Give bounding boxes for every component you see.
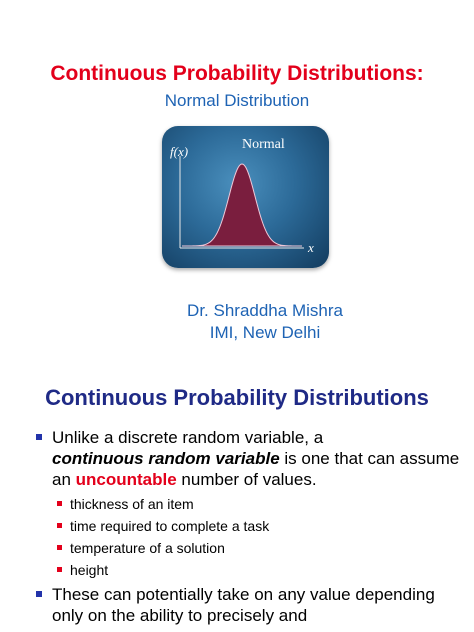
- slide-subtitle: Normal Distribution: [164, 91, 310, 110]
- bullet-2-text: These can potentially take on any value depending only on the ability to precisely and: [52, 585, 435, 625]
- bullet-marker: [36, 591, 42, 597]
- bullet-1-highlight: uncountable: [75, 470, 177, 489]
- sub-bullet-marker: [57, 501, 62, 506]
- normal-distribution-figure: [162, 126, 329, 268]
- bell-curve: [182, 164, 302, 246]
- normal-curve-graphic: [162, 126, 329, 268]
- y-axis-label: f(x): [170, 144, 189, 159]
- x-axis-label: x: [308, 240, 314, 255]
- author-institution: IMI, New Delhi: [209, 323, 321, 342]
- sub-bullet-item: height: [70, 562, 109, 578]
- slide-continuous-distributions: [0, 355, 474, 632]
- sub-bullet-item: thickness of an item: [70, 496, 194, 512]
- slide-title-heading: Continuous Probability Distributions:: [50, 62, 424, 85]
- bullet-1-part3: number of values.: [176, 470, 317, 489]
- sub-bullet-item: temperature of a solution: [70, 540, 225, 556]
- sub-bullet-marker: [57, 545, 62, 550]
- sub-bullet-marker: [57, 567, 62, 572]
- bullet-1-emphasis: continuous random variable: [52, 449, 280, 468]
- sub-bullet-item: time required to complete a task: [70, 518, 270, 534]
- sub-bullet-marker: [57, 523, 62, 528]
- bullet-1-part1: Unlike a discrete random variable, a: [52, 428, 324, 447]
- bullet-marker: [36, 434, 42, 440]
- author-name: Dr. Shraddha Mishra: [187, 301, 343, 320]
- bullet-1-part2: is one that can assume an: [52, 449, 460, 489]
- figure-label: Normal: [242, 137, 285, 152]
- bullet-1-text: [52, 427, 462, 490]
- slide-heading: Continuous Probability Distributions: [45, 385, 429, 410]
